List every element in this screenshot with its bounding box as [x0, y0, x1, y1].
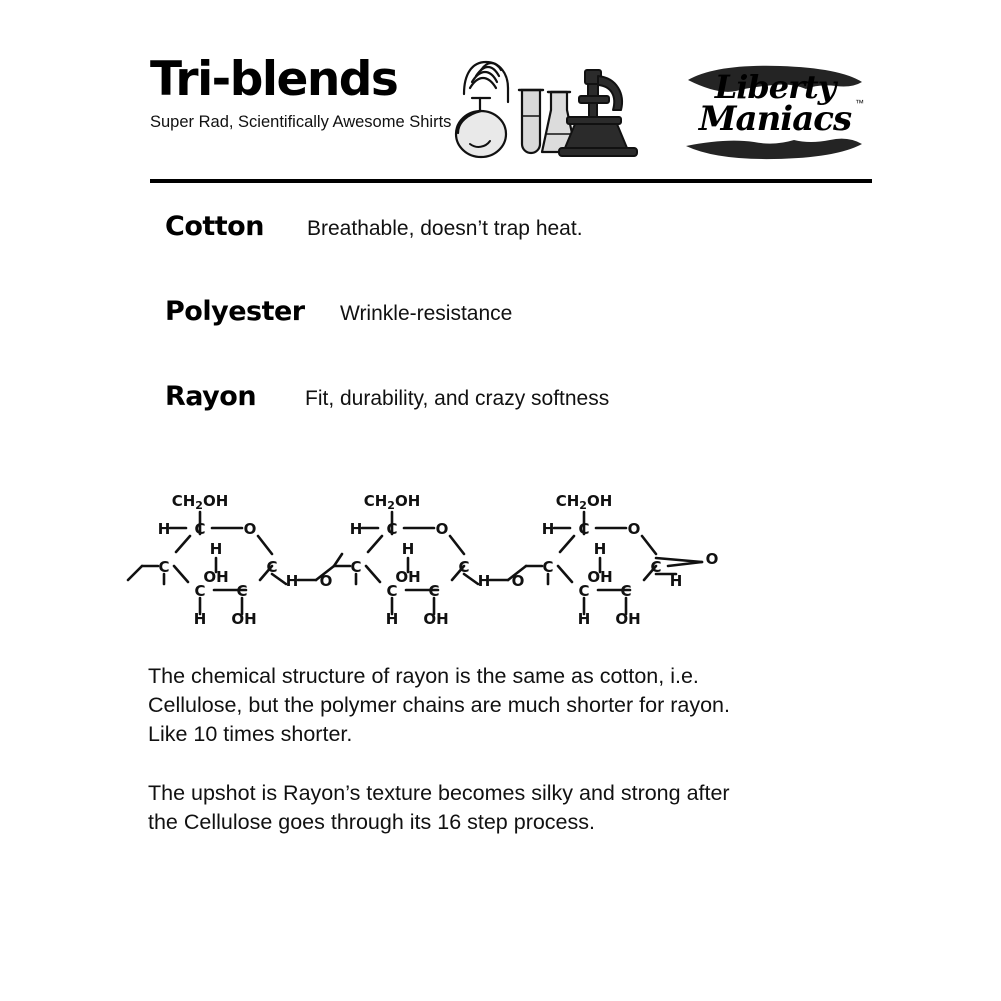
- atom-label-h: H: [157, 520, 171, 538]
- atom-label-h: H: [285, 572, 299, 590]
- logo-line-1: Liberty: [714, 68, 836, 106]
- brand-block: [150, 52, 452, 132]
- atom-label-o: O: [319, 572, 333, 590]
- atom-label-c: C: [620, 582, 632, 600]
- atom-label-c: C: [158, 558, 170, 576]
- atom-label-c: C: [386, 520, 398, 538]
- paragraph-1: The chemical structure of rayon is the same as cotton, i.e. Cellulose, but the polymer chains are much shorter for rayon. Like 10 times shorter.: [148, 664, 730, 746]
- atom-label-ch2oh: $CH_2OH$: [555, 492, 613, 512]
- atom-label-ch2oh: $CH_2OH$: [171, 492, 229, 512]
- atom-label-c: C: [350, 558, 362, 576]
- header: [150, 52, 870, 168]
- atom-label-o: O: [705, 550, 719, 568]
- atom-label-oh: OH: [203, 568, 229, 586]
- atom-label-o: O: [435, 520, 449, 538]
- atom-label-h: H: [209, 540, 223, 558]
- paragraph-2: The upshot is Rayon’s texture becomes silky and strong after the Cellulose goes through its 16 step process.: [148, 781, 730, 834]
- fiber-name: Polyester: [165, 296, 305, 327]
- trademark-symbol: ™: [855, 98, 864, 108]
- fiber-name: Cotton: [165, 211, 264, 242]
- atom-label-h: H: [349, 520, 363, 538]
- fiber-description: Fit, durability, and crazy softness: [305, 387, 610, 410]
- atom-label-c: C: [386, 582, 398, 600]
- atom-label-h: H: [669, 572, 683, 590]
- atom-label-ch2oh: $CH_2OH$: [363, 492, 421, 512]
- atom-label-h: H: [541, 520, 555, 538]
- fiber-row-rayon: [150, 375, 890, 460]
- atom-label-oh: OH: [587, 568, 613, 586]
- atom-label-o: O: [627, 520, 641, 538]
- fiber-row-polyester: [150, 290, 890, 375]
- body-copy: [148, 662, 748, 867]
- atom-label-c: C: [458, 558, 470, 576]
- atom-label-c: C: [236, 582, 248, 600]
- atom-label-h: H: [385, 610, 399, 628]
- cellulose-structure-diagram: [120, 462, 740, 647]
- fiber-row-cotton: [150, 205, 890, 290]
- fiber-name: Rayon: [165, 381, 257, 412]
- header-divider: [150, 179, 872, 183]
- atom-label-h: H: [401, 540, 415, 558]
- microscope-icon: [555, 66, 645, 161]
- atom-label-h: H: [477, 572, 491, 590]
- atom-label-c: C: [428, 582, 440, 600]
- atom-label-oh: OH: [231, 610, 257, 628]
- atom-label-h: H: [193, 610, 207, 628]
- atom-label-o: O: [511, 572, 525, 590]
- atom-label-o: O: [243, 520, 257, 538]
- atom-label-oh: OH: [423, 610, 449, 628]
- atom-label-h: H: [593, 540, 607, 558]
- atom-label-c: C: [266, 558, 278, 576]
- fiber-description: Wrinkle-resistance: [340, 302, 513, 325]
- page-title: Tri-blends: [150, 52, 398, 107]
- fiber-list: [150, 205, 890, 460]
- page-subtitle: Super Rad, Scientifically Awesome Shirts: [150, 113, 452, 131]
- atom-label-c: C: [578, 582, 590, 600]
- atom-label-c: C: [542, 558, 554, 576]
- atom-label-h: H: [577, 610, 591, 628]
- atom-label-c: C: [194, 582, 206, 600]
- fiber-description: Breathable, doesn’t trap heat.: [307, 217, 583, 240]
- liberty-maniacs-logo: [680, 58, 870, 166]
- logo-line-2: Maniacs: [698, 99, 852, 140]
- atom-label-c: C: [578, 520, 590, 538]
- logo-wordmark: [680, 68, 870, 140]
- atom-label-c: C: [194, 520, 206, 538]
- atom-label-c: C: [650, 558, 662, 576]
- atom-label-oh: OH: [395, 568, 421, 586]
- atom-label-oh: OH: [615, 610, 641, 628]
